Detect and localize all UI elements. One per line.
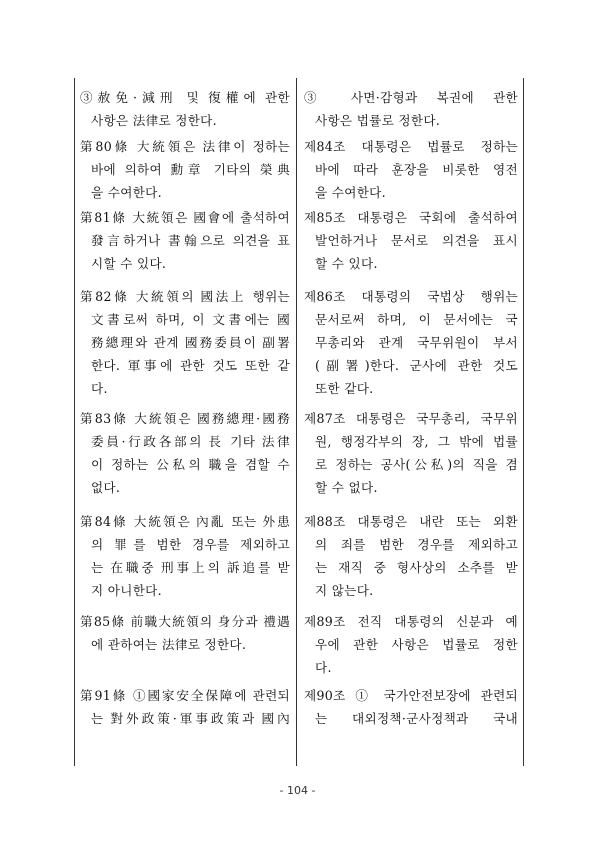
text-line: 第82條 大統領의 國法上 행위는 <box>80 289 290 304</box>
old-article-80 <box>80 135 290 204</box>
text-line: 는 대외정책·군사정책과 국내 <box>315 711 518 726</box>
text-line: 第83條 大統領은 國務總理·國務 <box>80 411 290 426</box>
text-line: 제85조 대통령은 국회에 출석하여 <box>304 210 518 225</box>
old-article-82 <box>80 285 290 400</box>
new-article-86 <box>304 285 518 400</box>
new-article-84 <box>304 135 518 204</box>
text-line: 는 재직 중 형사상의 소추를 받 <box>315 560 518 575</box>
old-article-85 <box>80 610 290 656</box>
new-article-87 <box>304 407 518 499</box>
text-line: 는 對外政策·軍事政策과 國內 <box>91 711 290 726</box>
text-line: 또한 같다. <box>315 381 374 396</box>
text-line: 제90조 ① 국가안전보장에 관련되 <box>304 688 518 703</box>
text-line: 을 수여한다. <box>315 185 386 200</box>
text-line: 시할 수 있다. <box>91 256 167 271</box>
text-line: 원, 행정각부의 장, 그 밖에 법률 <box>315 434 518 449</box>
text-line: 할 수 없다. <box>315 480 378 495</box>
text-line: 제86조 대통령의 국법상 행위는 <box>304 289 518 304</box>
text-line: 의 罪를 범한 경우를 제외하고 <box>91 537 290 552</box>
left-border <box>74 78 75 766</box>
old-article-81 <box>80 206 290 275</box>
new-article-90 <box>304 684 518 730</box>
text-line: 을 수여한다. <box>91 185 162 200</box>
text-line: 한다. 軍事에 관한 것도 또한 같 <box>91 358 290 373</box>
text-line: 第84條 大統領은 內亂 또는 外患 <box>80 514 290 529</box>
text-line: 로 정하는 공사(公私)의 직을 겸 <box>315 457 518 472</box>
text-line: 에 관하여는 法律로 정한다. <box>91 637 247 652</box>
text-line: 이 정하는 公私의 職을 겸할 수 <box>91 457 290 472</box>
text-line: 바에 따라 훈장을 비롯한 영전 <box>315 162 518 177</box>
new-article-85 <box>304 206 518 275</box>
text-line: ③ 사면·감형과 복권에 관한 <box>304 90 518 105</box>
text-line: 第80條 大統領은 法律이 정하는 <box>80 139 290 154</box>
text-line: 務總理와 관계 國務委員이 副署 <box>91 335 290 350</box>
text-line: 지 않는다. <box>315 583 374 598</box>
text-line: 없다. <box>91 480 121 495</box>
text-line: 바에 의하여 勳章 기타의 榮典 <box>91 162 290 177</box>
old-article-79-clause-3 <box>80 86 290 132</box>
text-line: ③赦免·減刑 및 復權에 관한 <box>80 90 290 105</box>
text-line: 사항은 법률로 정한다. <box>315 113 441 128</box>
text-line: 제88조 대통령은 내란 또는 외환 <box>304 514 518 529</box>
text-line: 제87조 대통령은 국무총리, 국무위 <box>304 411 518 426</box>
text-line: 第91條 ①國家安全保障에 관련되 <box>80 688 290 703</box>
old-article-83 <box>80 407 290 499</box>
text-line: 발언하거나 문서로 의견을 표시 <box>315 233 518 248</box>
text-line: 제84조 대통령은 법률로 정하는 <box>304 139 518 154</box>
text-line: 할 수 있다. <box>315 256 378 271</box>
new-article-83-clause-3 <box>304 86 518 132</box>
new-article-88 <box>304 510 518 602</box>
text-line: 사항은 法律로 정한다. <box>91 113 217 128</box>
text-line: 지 아니한다. <box>91 583 162 598</box>
text-line: 第85條 前職大統領의 身分과 禮遇 <box>80 614 290 629</box>
text-line: 文書로써 하며, 이 文書에는 國 <box>91 312 290 327</box>
text-line: 發言하거나 書翰으로 의견을 표 <box>91 233 290 248</box>
text-line: 의 죄를 범한 경우를 제외하고 <box>315 537 518 552</box>
new-article-89 <box>304 610 518 679</box>
text-line: 는 在職중 刑事上의 訴追를 받 <box>91 560 290 575</box>
text-line: 다. <box>91 381 108 396</box>
text-line: 우에 관한 사항은 법률로 정한 <box>315 637 518 652</box>
text-line: (副署)한다. 군사에 관한 것도 <box>315 358 518 373</box>
old-article-91 <box>80 684 290 730</box>
page-number: - 104 - <box>279 784 316 797</box>
text-line: 문서로써 하며, 이 문서에는 국 <box>315 312 518 327</box>
text-line: 다. <box>315 660 332 675</box>
center-divider <box>296 78 297 766</box>
old-article-84 <box>80 510 290 602</box>
text-line: 委員·行政各部의 長 기타 法律 <box>91 434 290 449</box>
text-line: 제89조 전직 대통령의 신분과 예 <box>304 614 518 629</box>
right-border <box>523 78 524 766</box>
comparison-table <box>74 78 524 766</box>
text-line: 第81條 大統領은 國會에 출석하여 <box>80 210 290 225</box>
text-line: 무총리와 관계 국무위원이 부서 <box>315 335 518 350</box>
